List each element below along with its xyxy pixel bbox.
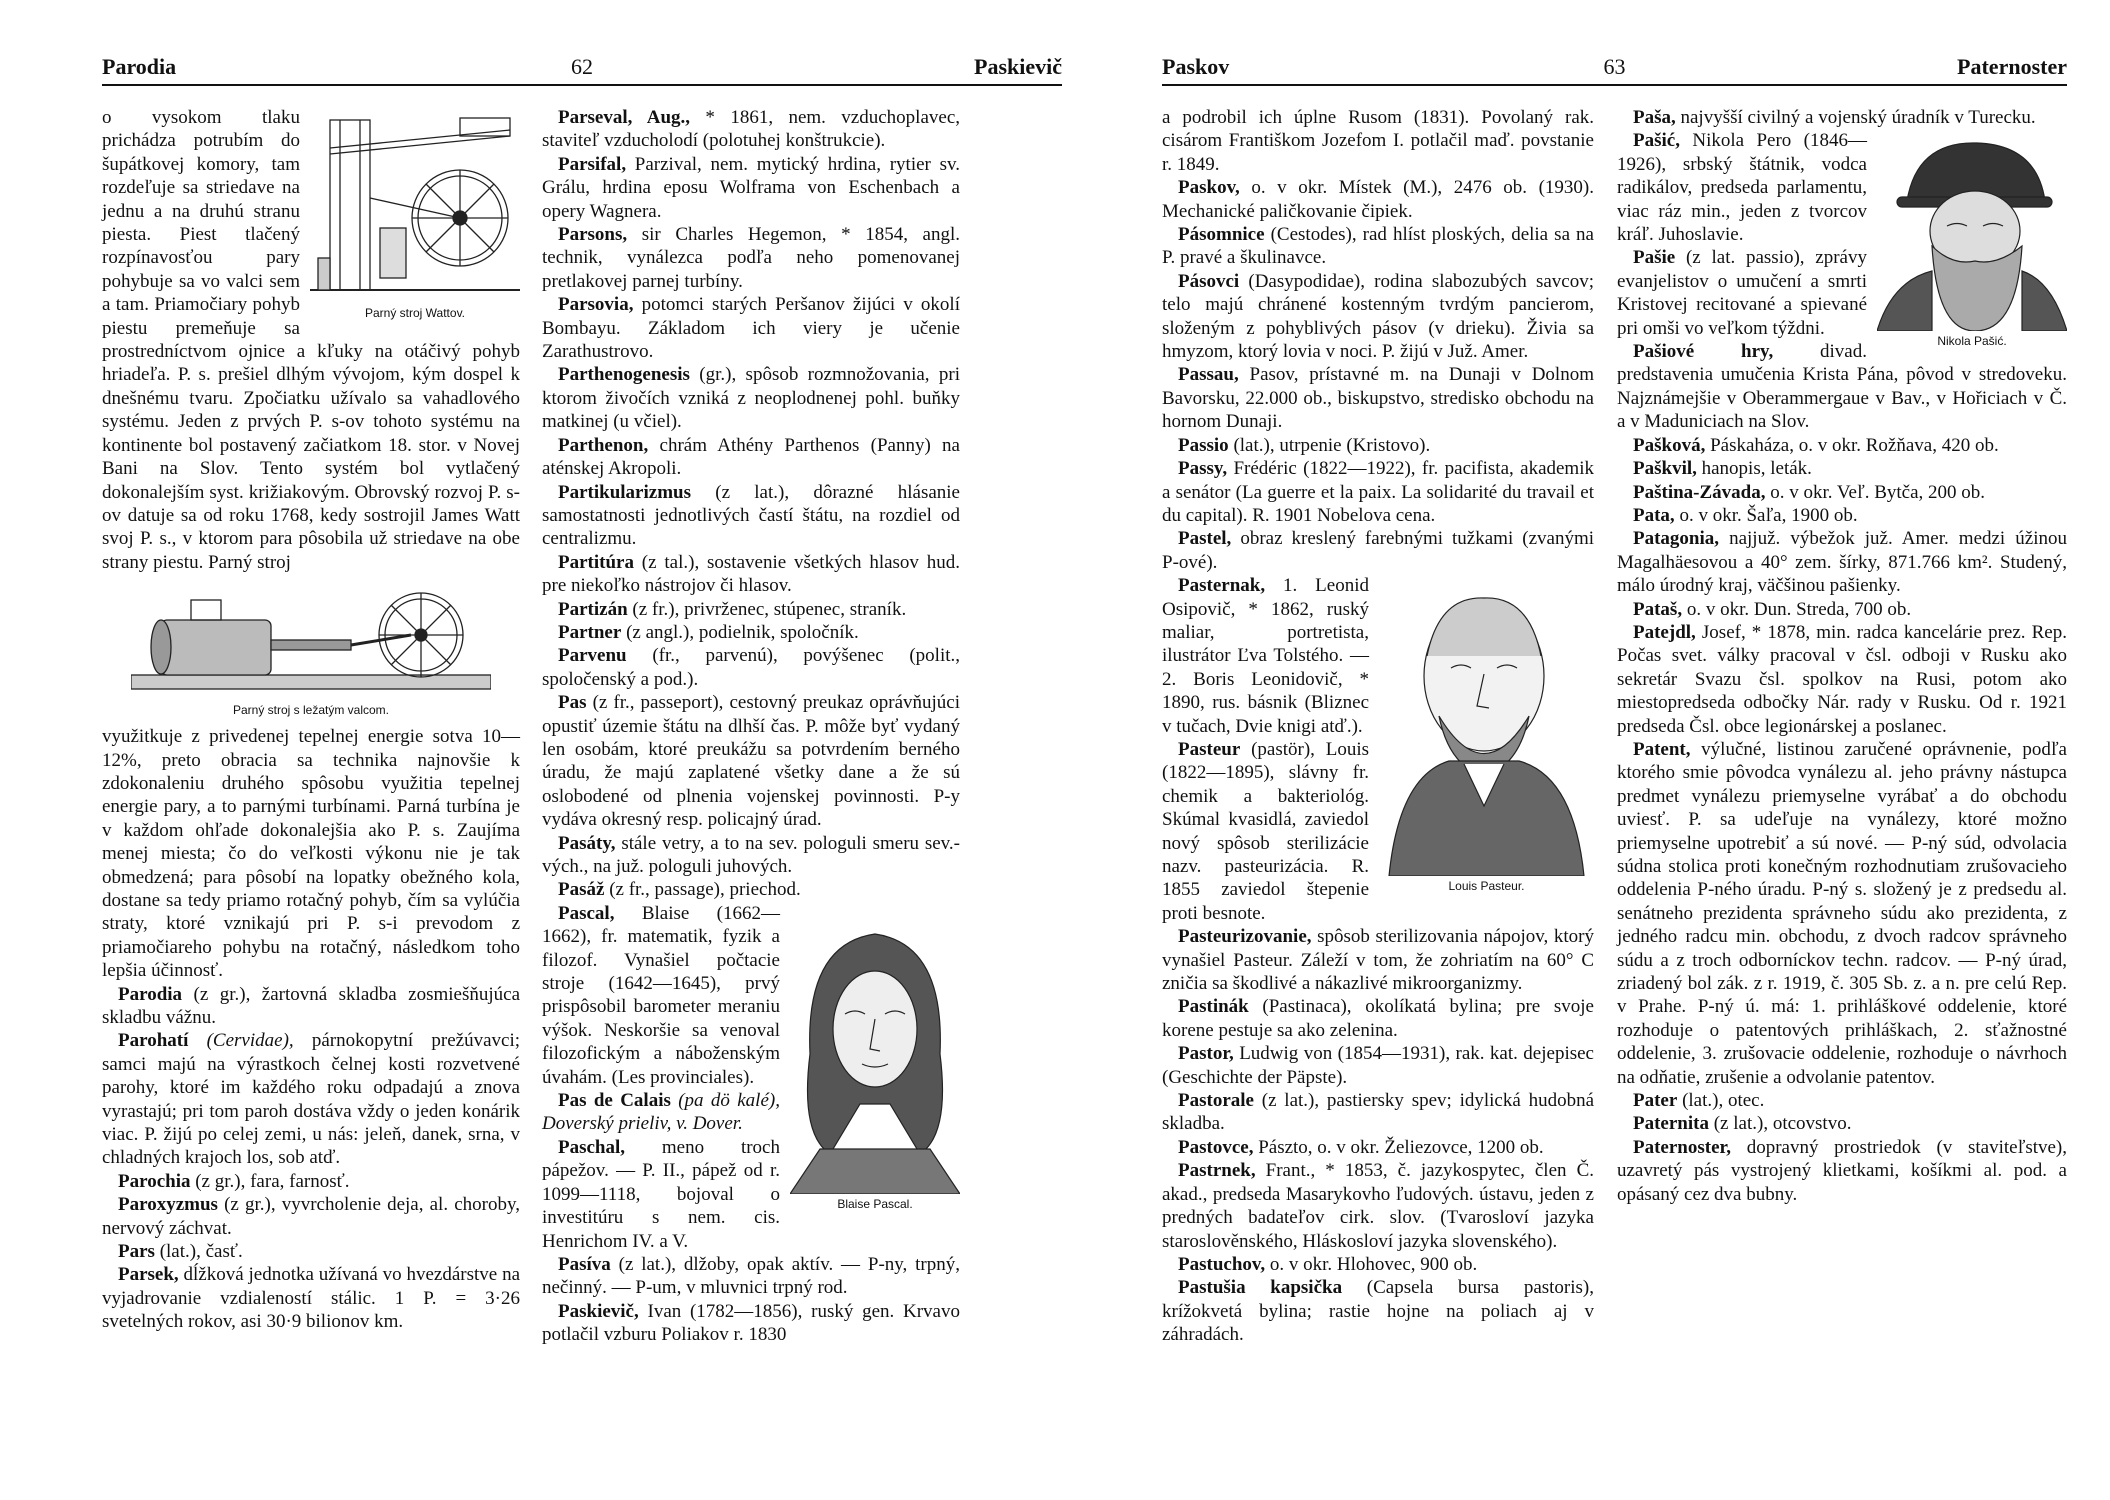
figure-pascal-portrait xyxy=(790,904,960,1211)
left-page-header xyxy=(102,50,1062,86)
definition: chrám Athény Parthenos (Panny) na aténskej Akropoli. xyxy=(542,434,960,480)
headword: Parseval, Aug., xyxy=(558,107,691,128)
headword: Pastrnek, xyxy=(1178,1160,1256,1182)
entry-pastuchov xyxy=(1162,1253,1594,1276)
headword: Pars xyxy=(118,1241,155,1263)
entry-partizan xyxy=(542,598,960,621)
entry-passio xyxy=(1162,434,1594,457)
entry-pasomnice xyxy=(1162,223,1594,270)
entry-paskova xyxy=(1617,434,2067,457)
entry-pasaty xyxy=(542,832,960,879)
left-header-keyword-first: Parodia xyxy=(102,54,177,79)
right-page-number: 63 xyxy=(1603,54,1626,79)
definition: Nikola Pero (1846—1926), srbský štátnik, vodca radikálov, predseda parlamentu, viac ráz min., jeden z tvorcov kráľ. Juhoslavie. xyxy=(1617,130,1867,246)
figure-pasic-portrait xyxy=(1877,131,2067,348)
headword: Parochia xyxy=(118,1170,191,1192)
definition: Ludwig von (1854—1931), rak. kat. dejepisec (Geschichte der Päpste). xyxy=(1162,1043,1594,1088)
entry-patas xyxy=(1617,598,2067,621)
figure-horizontal-engine xyxy=(102,580,520,717)
pasic-portrait xyxy=(1877,131,2067,331)
entry-pasiva xyxy=(542,1253,960,1300)
headword: Pasteur xyxy=(1178,738,1241,760)
headword: Paškvil, xyxy=(1633,458,1697,480)
entry-partikularizmus xyxy=(542,481,960,551)
headword: Paschal, xyxy=(558,1136,626,1158)
headword: Parsovia, xyxy=(558,294,634,316)
entry-pastina-zavada xyxy=(1617,481,2067,504)
entry-parthenon xyxy=(542,434,960,481)
definition: potomci starých Peršanov žijúci v okolí Bombayu. Základom ich viery je učenie Zarathustrovo. xyxy=(542,294,960,363)
headword: Partikularizmus xyxy=(558,481,691,503)
entry-paternoster xyxy=(1617,1136,2067,1206)
entry-parsons xyxy=(542,223,960,293)
headword: Patagonia, xyxy=(1633,528,1720,550)
entry-passau xyxy=(1162,363,1594,433)
entry-paroxyzmus xyxy=(102,1193,520,1240)
entry-pasovci xyxy=(1162,270,1594,364)
definition: divad. predstavenia umučenia Krista Pána, pôvod v stredoveku. Najznámejšie v Oberammergaue v Bav., v Hořiciach v Č. a v Maduniciach na Slov. xyxy=(1617,341,2067,433)
headword: Pater xyxy=(1633,1090,1678,1112)
headword: Pasternak, xyxy=(1178,575,1266,597)
headword: Pastušia kapsička xyxy=(1178,1277,1343,1299)
entry-partitura xyxy=(542,551,960,598)
right-page xyxy=(1162,50,2067,1450)
entry-parseval xyxy=(542,106,960,153)
entry-pastinak xyxy=(1162,995,1594,1042)
headword: Passio xyxy=(1178,434,1229,456)
entry-pastorale xyxy=(1162,1089,1594,1136)
headword: Pašie xyxy=(1633,247,1676,269)
definition: o. v okr. Dun. Streda, 700 ob. xyxy=(1682,598,1912,620)
headword: Pasteurizovanie, xyxy=(1178,926,1312,948)
entry-pars xyxy=(102,1240,520,1263)
right-page-header xyxy=(1162,50,2067,86)
definition: meno troch pápežov. — P. II., pápež od r. 1099—1118, bojoval o investitúru s nem. cis. Henrichom IV. a V. xyxy=(542,1136,780,1252)
definition: (z lat. passio), zprávy evanjelistov o umučení a smrti Kristovej recitované a spievané pri omši vo veľkom týždni. xyxy=(1617,247,1867,339)
definition: párnokopytní prežúvavci; samci majú na výrastkoch čelnej kosti rozvetvené parohy, ktoré im každého roku odpadajú a znova vyrastajú; pri tom paroh dostáva vždy o jeden konárik viac. P. žijú po celej zemi, u nás: jeleň, danek, srna, v chladných krajoch los, sob atď. xyxy=(102,1030,521,1169)
definition: (Cestodes), rad hlíst ploských, delia sa na P. pravé a škulinavce. xyxy=(1162,224,1594,269)
pasteur-portrait xyxy=(1379,576,1594,876)
definition: stále vetry, a to na sev. pologuli smeru sev.-vých., na juž. pologuli juhových. xyxy=(542,832,960,877)
entry-parohati xyxy=(102,1029,520,1169)
definition: dopravný prostriedok (v staviteľstve), uzavretý pás vystrojený klietkami, košíkmi al. pod. a opásaný cez dva bubny. xyxy=(1617,1136,2067,1205)
entry-parsovia xyxy=(542,293,960,363)
headword: Parodia xyxy=(118,983,183,1005)
entry-pastrnek xyxy=(1162,1159,1594,1253)
definition: (lat.), časť. xyxy=(154,1241,243,1263)
headword: Pašková, xyxy=(1633,434,1706,456)
entry-pasteurizovanie xyxy=(1162,925,1594,995)
definition: najvyšší civilný a vojenský úradník v Turecku. xyxy=(1675,107,2036,128)
headword: Passau, xyxy=(1178,364,1239,386)
headword: Pas de Calais xyxy=(558,1090,671,1112)
headword: Paša, xyxy=(1633,107,1676,128)
entry-pastovce xyxy=(1162,1136,1594,1159)
definition: (Pastinaca), okolíkatá bylina; pre svoje korene pestuje sa ako zelenina. xyxy=(1162,996,1594,1041)
definition: (z lat.), dlžoby, opak aktív. — P-ny, trpný, nečinný. — P-um, v mluvnici trpný rod. xyxy=(542,1253,960,1299)
headword: Pašić, xyxy=(1633,130,1680,152)
definition: (z tal.), sostavenie všetkých hlasov hud. pre niekoľko nástrojov či hlasov. xyxy=(542,551,960,597)
caption-watt: Parný stroj Wattov. xyxy=(364,306,466,320)
headword: Pastinák xyxy=(1178,996,1249,1018)
entry-pastel xyxy=(1162,527,1594,574)
definition: Pászto, o. v okr. Želiezovce, 1200 ob. xyxy=(1253,1136,1544,1158)
definition: (z angl.), podielnik, spoločník. xyxy=(621,621,859,643)
entry-pasiove-hry xyxy=(1617,340,2067,434)
latin-name: (Cervidae), xyxy=(206,1030,294,1052)
headword: Paština-Závada, xyxy=(1633,481,1766,503)
entry-parsifal xyxy=(542,153,960,223)
headword: Parthenon, xyxy=(558,434,649,456)
caption-pasteur: Louis Pasteur. xyxy=(1448,879,1525,894)
definition: (lat.), utrpenie (Kristovo). xyxy=(1228,434,1431,456)
definition: (z lat.), dôrazné hlásanie samostatnosti jednotlivých častí štátu, na rozdiel od centralizmu. xyxy=(542,481,960,550)
definition: (pastör), Louis (1822—1895), slávny fr. chemik a bakteriológ. Skúmal kvasidlá, zaviedol nový spôsob sterilizácie nazv. pasteurizácia. R. 1855 zaviedol štepenie proti besnote. xyxy=(1162,738,1369,924)
headword: Parsons, xyxy=(558,224,628,246)
definition: (z fr.), privrženec, stúpenec, straník. xyxy=(627,598,907,620)
horizontal-engine-illustration xyxy=(131,580,491,700)
entry-pastor xyxy=(1162,1042,1594,1089)
entry-parsek xyxy=(102,1263,520,1333)
definition: Blaise (1662—1662), fr. matematik, fyzik a filozof. Vynašiel počtacie stroje (1642—1645), prvý prispôsobil barometer meraniu výšok. Neskoršie sa venoval filozofickým a náboženským úvahám. (Les provinciales). xyxy=(542,902,780,1088)
entry-pater xyxy=(1617,1089,2067,1112)
definition: (z gr.), fara, farnosť. xyxy=(190,1170,350,1192)
headword: Passy, xyxy=(1178,458,1228,480)
definition: (z lat.), pastiersky spev; idylická hudobná skladba. xyxy=(1162,1090,1594,1135)
entry-parthenogenesis xyxy=(542,363,960,433)
headword: Pascal, xyxy=(558,902,615,924)
definition: (Dasypodidae), rodina slabozubých savcov; telo majú chránené kostenným tvrdým pancierom, složeným z pohyblivých pásov (v drieku). Živia sa hmyzom, ktorý lovia v noci. P. žijú v Juž. Amer. xyxy=(1162,270,1594,363)
headword: Pastovce, xyxy=(1178,1136,1254,1158)
entry-patejdl xyxy=(1617,621,2067,738)
definition: hanopis, leták. xyxy=(1696,458,1812,480)
left-column-2 xyxy=(542,106,960,1347)
pascal-portrait xyxy=(790,904,960,1194)
headword: Parvenu xyxy=(558,645,627,667)
entry-paskievic-continued: a podrobil ich úplne Rusom (1831). Povolaný rak. cisárom Františkom Jozefom I. potlačil maď. povstanie r. 1849. xyxy=(1162,107,1594,175)
left-page xyxy=(102,50,1062,1450)
definition: (z gr.), vyvrcholenie deja, al. choroby, nervový záchvat. xyxy=(102,1194,520,1239)
headword: Pasíva xyxy=(558,1253,611,1275)
definition: Ivan (1782—1856), ruský gen. Krvavo potlačil vzburu Poliakov r. 1830 xyxy=(542,1300,960,1346)
caption-horizontal-engine: Parný stroj s ležatým valcom. xyxy=(232,703,390,718)
right-column-1 xyxy=(1162,106,1594,1347)
definition: Páskaháza, o. v okr. Rožňava, 420 ob. xyxy=(1705,434,1999,456)
definition: spôsob sterilizovania nápojov, ktorý vynašiel Pasteur. Záleží v tom, že zohriatím na 60° C zničia sa škodlivé a nákazlivé mikroorganizmy. xyxy=(1162,926,1594,995)
definition: (lat.), otec. xyxy=(1677,1090,1765,1112)
headword: Paskov, xyxy=(1178,177,1240,199)
definition: Frédéric (1822—1922), fr. pacifista, akademik a senátor (La guerre et la paix. La solidarité du travail et du capital). R. 1901 Nobelova cena. xyxy=(1162,458,1594,526)
entry-parochia xyxy=(102,1170,520,1193)
headword: Paskievič, xyxy=(558,1300,639,1322)
headword: Partner xyxy=(558,621,622,643)
entry-pas xyxy=(542,691,960,831)
headword: Pataš, xyxy=(1633,598,1683,620)
entry-paskievic xyxy=(542,1300,960,1347)
definition: * 1861, nem. vzduchoplavec, staviteľ vzducholodí (polotuhej konštrukcie). xyxy=(542,107,960,152)
headword: Pásovci xyxy=(1178,270,1240,292)
definition: o. v okr. Veľ. Bytča, 200 ob. xyxy=(1765,481,1986,503)
steam-engine-text-1: o vysokom tlaku prichádza potrubím do šupátkovej komory, tam rozdeľuje sa striedave na jednu a na druhú stranu piesta. Piest tlačený rozpínavosťou pary pohybuje sa vo valci sem a tam. Priamočiary pohyb piestu premeňuje sa prostredníctvom ojnice a kľuky na otáčivý pohyb hriadeľa. P. s. prešiel dlhým vývojom, kým dospel k dnešnému tvaru. Zpočiatku užívalo sa vahadlového systému. Jeden z prvých P. s-ov tohoto systému na kontinente bol postavený začiatkom 18. stor. v Novej Bani na Slov. Tento systém bol vytlačený dokonalejším syst. križiakovým. Obrovský rozvoj P. s-ov datuje sa od roku 1768, kedy sostrojil James Watt svoj P. s., v ktorom para pôsobila už striedave na obe strany piestu. Parný stroj xyxy=(102,107,520,573)
figure-pasteur-portrait xyxy=(1379,576,1594,893)
definition: o. v okr. Hlohovec, 900 ob. xyxy=(1265,1253,1478,1275)
definition: Parzival, nem. mytický hrdina, rytier sv. Grálu, hrdina eposu Wolframa von Eschenbach a opery Wagnera. xyxy=(542,153,960,222)
definition: 1. Leonid Osipovič, * 1862, ruský maliar, portretista, ilustrátor Ľva Tolstého. — 2. Boris Leonidovič, * 1890, rus. básnik (Bliznec v tučach, Dvie knigi atď.). xyxy=(1162,575,1369,737)
steam-engine-text-2: využitkuje z privedenej tepelnej energie sotva 10—12%, preto obracia sa technika najnovšie k zdokonaleniu druhého spôsobu využitia tepelnej energie pary, a to parnými turbínami. Parná turbína je v každom ohľade dokonalejšia ako P. s. Zaujíma menej miesta; čo do veľkosti výkonu nie je tak obmedzená; para pôsobí na lopatky obežného kola, dostane sa tedy priamo rotačný pohyb, čím sa vylúčia straty, ktoré vznikajú pri P. s-i prevodom z priamočiareho pohybu na rotačný, následkom toho lepšia účinnosť. xyxy=(102,726,520,982)
headword: Paternoster, xyxy=(1633,1136,1731,1158)
definition: (z lat.), otcovstvo. xyxy=(1708,1113,1852,1135)
definition: (gr.), spôsob rozmnožovania, pri ktorom živočích vzniká z neoplodnenej pohl. buňky matkinej (u včiel). xyxy=(542,364,960,433)
right-header-keyword-last: Paternoster xyxy=(1957,54,2067,79)
headword: Paternita xyxy=(1633,1113,1709,1135)
headword: Paroxyzmus xyxy=(118,1194,218,1216)
headword: Parsek, xyxy=(118,1264,179,1286)
headword: Pásomnice xyxy=(1178,224,1265,246)
definition: výlučné, listinou zaručené oprávnenie, podľa ktorého smie pôvodca vynálezu al. jeho právny nástupca predmet vynálezu priemyselne vyrábať a do obchodu uviesť. P. sa udeľuje na vynálezy, ktoré možno priemyselne upotrebiť a sú nové. — P-ný súd, odvolacia súdna stolica proti konečným rozhodnutiam zrušovacieho oddelenia P-ného úradu. P-ný s. složený je z predsedu al. senátneho prezidenta správneho súdu ako prezidenta, z jedného radcu min. obchodu, z dvoch radcov správneho súdu a z troch odborníckov techn. radcov. — P-ný úrad, zriadený bol zák. z r. 1919, č. 305 Sb. z. a n. pre celú Rep. v Prahe. P-ný ú. má: 1. prihláškové oddelenie, ktoré rozhoduje o patentových prihláškach, 2. sťažnostné oddelenie, 3. zrušovacie oddelenie, rozhoduje o návrhoch na odňatie, zrušenie a odvolanie patentov. xyxy=(1617,738,2067,1088)
definition: Pasov, prístavné m. na Dunaji v Dolnom Bavorsku, 22.000 ob., biskupstvo, stredisko obchodu na hornom Dunaji. xyxy=(1162,364,1594,433)
left-header-keyword-last: Paskievič xyxy=(974,54,1062,79)
entry-patent xyxy=(1617,738,2067,1089)
headword: Pas xyxy=(558,692,587,714)
entry-parvenu xyxy=(542,644,960,691)
entry-patagonia xyxy=(1617,527,2067,597)
headword: Pata, xyxy=(1633,504,1675,526)
entry-pastusia-kapsicka xyxy=(1162,1276,1594,1346)
headword: Pasáž xyxy=(558,879,605,901)
figure-watt-engine xyxy=(310,108,520,320)
definition: sir Charles Hegemon, * 1854, angl. technik, vynálezca podľa neho pomenovanej pretlakovej parnej turbíny. xyxy=(542,224,960,292)
definition: (fr., parvenú), povýšenec (polit., spoločenský a pod.). xyxy=(542,645,960,690)
caption-pasic: Nikola Pašić. xyxy=(1937,334,2007,349)
headword: Partizán xyxy=(558,598,628,620)
definition: najjuž. výbežok juž. Amer. medzi úžinou Magalhäesovou a 40° zem. šírky, 871.766 km². Studený, málo úrodný kraj, väčšinou pašienky. xyxy=(1617,528,2067,597)
headword: Pastor, xyxy=(1178,1043,1234,1065)
right-column-2 xyxy=(1617,106,2067,1206)
watt-engine-illustration xyxy=(310,108,520,303)
headword: Pašiové hry, xyxy=(1633,341,1774,363)
left-page-number: 62 xyxy=(571,54,593,79)
entry-paskov xyxy=(1162,176,1594,223)
definition: (z fr., passage), priechod. xyxy=(604,879,801,901)
headword: Pastel, xyxy=(1178,528,1232,550)
definition: dĺžková jednotka užívaná vo hvezdárstve na vyjadrovanie vzdialeností stálic. 1 P. = 3·26 svetelných rokov, asi 30·9 bilionov km. xyxy=(102,1264,520,1333)
headword: Partitúra xyxy=(558,551,634,573)
headword: Parsifal, xyxy=(558,153,627,175)
definition: o. v okr. Místek (M.), 2476 ob. (1930). Mechanické paličkovanie čipiek. xyxy=(1162,177,1594,222)
definition: o. v okr. Šaľa, 1900 ob. xyxy=(1674,504,1858,526)
definition: Josef, * 1878, min. radca kancelárie prez. Rep. Počas svet. války pracoval v čsl. odboji v Rusku ako sekretár Svazu čsl. spolkov na Rusi, potom ako miestopredseda odbočky Nár. rady v Rusku. Od r. 1921 predseda Čsl. obce legionárskej a poslanec. xyxy=(1617,621,2067,737)
definition: obraz kreslený farebnými tužkami (zvanými P-ové). xyxy=(1162,528,1594,573)
headword: Patejdl, xyxy=(1633,621,1696,643)
headword: Parohatí xyxy=(118,1030,189,1052)
definition: (pa dö kalé), Doverský prieliv, v. Dover. xyxy=(542,1090,780,1135)
entry-partner xyxy=(542,621,960,644)
entry-paskvil xyxy=(1617,457,2067,480)
entry-parodia xyxy=(102,983,520,1030)
right-header-keyword-first: Paskov xyxy=(1162,54,1230,79)
definition: (z gr.), žartovná skladba zosmiešňujúca skladbu vážnu. xyxy=(102,983,520,1028)
definition: (Capsela bursa pastoris), krížokvetá bylina; rastie hojne na poliach aj v záhradách. xyxy=(1162,1277,1594,1346)
headword: Pastuchov, xyxy=(1178,1253,1266,1275)
headword: Pasáty, xyxy=(558,832,616,854)
entry-pata xyxy=(1617,504,2067,527)
entry-paternita xyxy=(1617,1112,2067,1135)
headword: Pastorale xyxy=(1178,1090,1254,1112)
entry-pasaz xyxy=(542,878,960,901)
left-column-1 xyxy=(102,106,520,1334)
caption-pascal: Blaise Pascal. xyxy=(837,1196,913,1211)
definition: (z fr., passeport), cestovný preukaz oprávňujúci opustiť územie štátu na dlhší čas. P. môže byť vydaný len osobám, ktoré preukážu sa potvrdením berného úradu, že majú zaplatené všetky dane a že sú oslobodené od plnenia vojenskej povinnosti. P-y vydáva okresný resp. policajný úrad. xyxy=(542,692,960,831)
headword: Patent, xyxy=(1633,738,1691,760)
entry-pasa xyxy=(1617,106,2067,129)
entry-passy xyxy=(1162,457,1594,527)
definition: Frant., * 1853, č. jazykospytec, člen Č. akad., predseda Masarykovho ľudových. ústavu, jeden z predných badateľov cirk. slov. (Tvarosloví jazyka staroslověnského, Hláskosloví jazyka slovenského). xyxy=(1162,1160,1594,1252)
headword: Parthenogenesis xyxy=(558,364,690,386)
